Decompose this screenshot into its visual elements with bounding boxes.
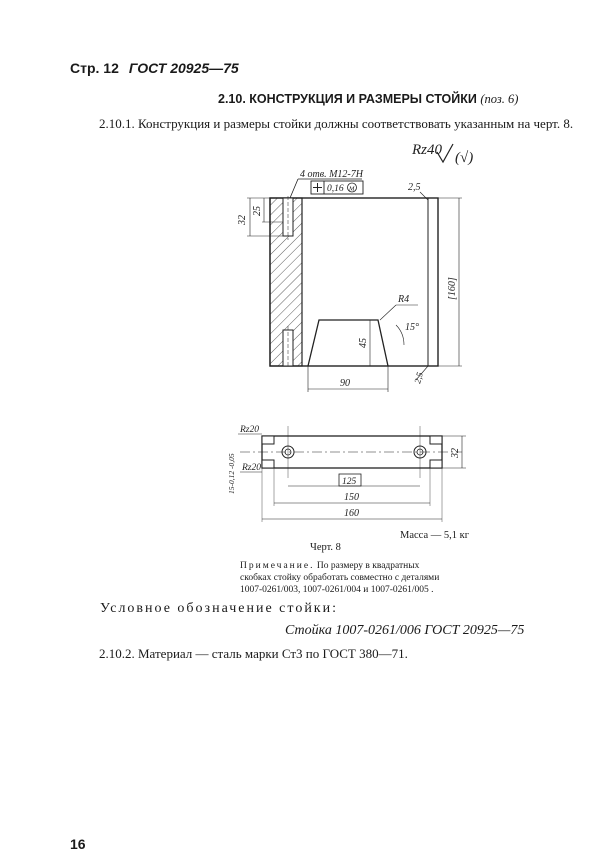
- dim-150: 150: [344, 492, 359, 503]
- note-label: Примечание.: [240, 561, 315, 571]
- rz20-top: Rz20: [240, 425, 259, 435]
- dim-160-bracket: [160]: [447, 277, 458, 300]
- dim-90: 90: [340, 378, 350, 389]
- page-number: 16: [70, 836, 86, 852]
- paragraph-2-10-1: 2.10.1. Конструкция и размеры стойки должны соответствовать указанным на черт. 8.: [99, 116, 574, 131]
- dim-125-bracket: 125: [342, 477, 357, 487]
- dim-160: 160: [344, 508, 359, 519]
- inner-cutout: [308, 320, 388, 366]
- dim-45: 45: [358, 338, 369, 348]
- dim-25: 25: [252, 206, 263, 216]
- dim-15-tolerance: 15-0,12 -0,05: [227, 453, 236, 494]
- position-tolerance: 0,16: [327, 184, 344, 194]
- mass-note: Масса — 5,1 кг: [400, 530, 470, 541]
- dim-15deg: 15°: [405, 322, 419, 333]
- note-line-1: По размеру в квадратных: [316, 561, 420, 571]
- designation-example: Стойка 1007-0261/006 ГОСТ 20925—75: [285, 623, 525, 638]
- dim-r4: R4: [398, 294, 410, 305]
- dim-32: 32: [237, 215, 248, 225]
- note-line-2: скобках стойку обработать совместно с деталями: [240, 573, 440, 583]
- section-title: 2.10. КОНСТРУКЦИЯ И РАЗМЕРЫ СТОЙКИ: [218, 92, 477, 106]
- standard-number: ГОСТ 20925—75: [128, 60, 239, 76]
- figure-caption: Черт. 8: [310, 542, 341, 553]
- roughness-paren: (√): [455, 150, 474, 166]
- note-block: [240, 560, 439, 596]
- dim-2-5-bottom: 2,5: [412, 371, 425, 385]
- paragraph-2-10-2: 2.10.2. Материал — сталь марки Ст3 по ГОСТ 380—71.: [99, 646, 408, 661]
- page-label: Стр. 12: [70, 60, 119, 76]
- hole-callout: 4 отв. М12-7Н: [300, 169, 363, 180]
- dim-2-5-top: 2,5: [408, 182, 421, 193]
- dim-32-bottom: 32: [450, 448, 461, 458]
- svg-text:M: M: [349, 185, 355, 193]
- rz20-bottom: Rz20: [242, 463, 261, 473]
- designation-label: Условное обозначение стойки:: [100, 601, 338, 616]
- note-line-3: 1007-0261/003, 1007-0261/004 и 1007-0261/005 .: [240, 585, 434, 595]
- roughness-main: Rz40: [412, 142, 442, 158]
- section-ref: (поз. 6): [480, 92, 519, 106]
